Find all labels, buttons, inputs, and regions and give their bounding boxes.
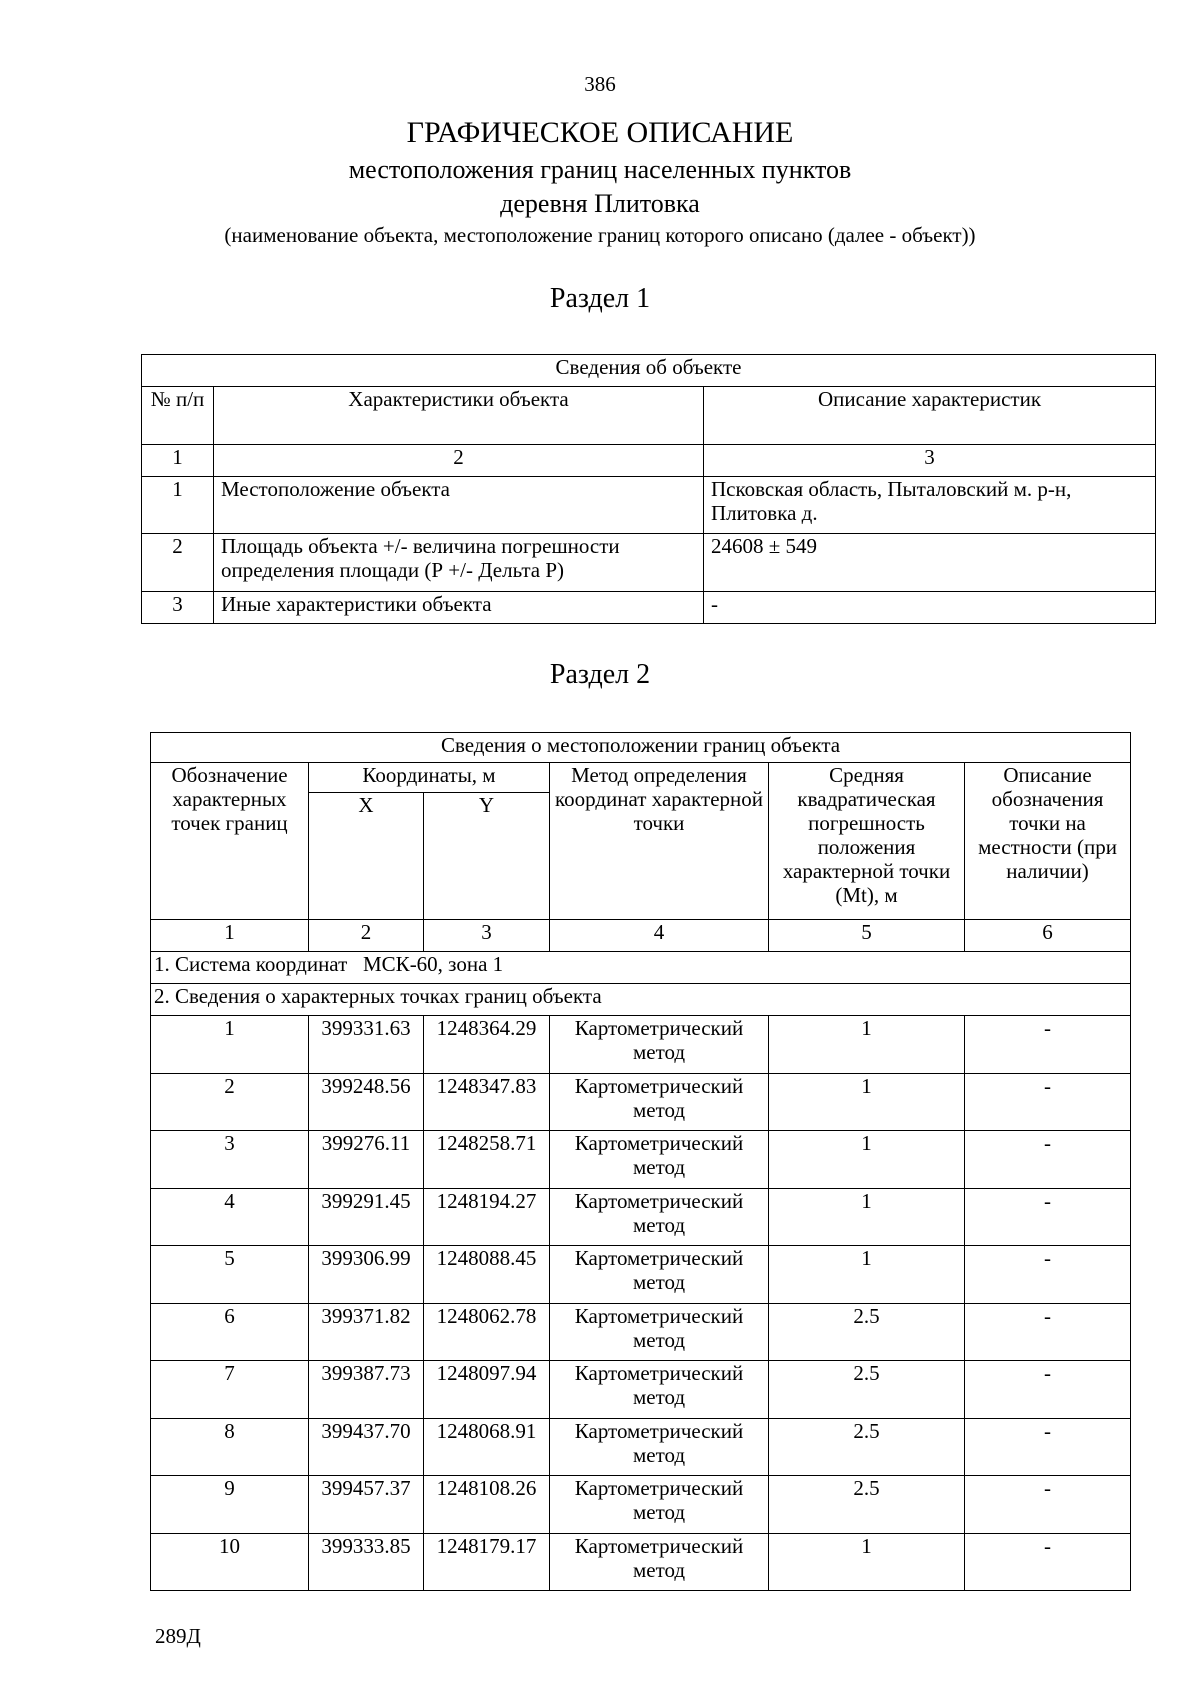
section2-heading: Раздел 2 [549, 659, 651, 690]
row-number: 1 [142, 477, 214, 534]
point-id: 1 [151, 1016, 309, 1074]
table-row [151, 1476, 1131, 1534]
coord-y: 1248062.78 [424, 1303, 550, 1361]
method: Картометрический метод [550, 1361, 769, 1419]
object-info-table [141, 354, 1156, 624]
coord-y: 1248258.71 [424, 1131, 550, 1189]
characteristic-name: Площадь объекта +/- величина погрешности определения площади (Р +/- Дельта Р) [214, 534, 704, 592]
coord-x: 399437.70 [309, 1418, 424, 1476]
point-description: - [965, 1303, 1131, 1361]
coord-y: 1248097.94 [424, 1361, 550, 1419]
coordinate-system-row: 1. Система координат МСК-60, зона 1 [151, 952, 1131, 984]
header-y: Y [424, 793, 550, 920]
method: Картометрический метод [550, 1188, 769, 1246]
mean-error: 2.5 [769, 1418, 965, 1476]
coord-y: 1248194.27 [424, 1188, 550, 1246]
table-row [151, 1016, 1131, 1074]
page-title: ГРАФИЧЕСКОЕ ОПИСАНИЕ [406, 116, 794, 149]
header-description: Описание характеристик [704, 387, 1156, 445]
point-id: 3 [151, 1131, 309, 1189]
mean-error: 1 [769, 1016, 965, 1074]
table-row [142, 592, 1156, 624]
coord-y: 1248347.83 [424, 1073, 550, 1131]
coord-y: 1248088.45 [424, 1246, 550, 1304]
coord-x: 399248.56 [309, 1073, 424, 1131]
table-row [151, 1246, 1131, 1304]
method: Картометрический метод [550, 1533, 769, 1591]
point-description: - [965, 1131, 1131, 1189]
col-number: 3 [704, 445, 1156, 477]
header-designation: Обозначение характерных точек границ [151, 763, 309, 920]
coord-x: 399331.63 [309, 1016, 424, 1074]
mean-error: 1 [769, 1246, 965, 1304]
method: Картометрический метод [550, 1073, 769, 1131]
point-description: - [965, 1361, 1131, 1419]
coord-x: 399291.45 [309, 1188, 424, 1246]
point-description: - [965, 1418, 1131, 1476]
table-title: Сведения о местоположении границ объекта [151, 733, 1131, 763]
point-id: 2 [151, 1073, 309, 1131]
point-id: 4 [151, 1188, 309, 1246]
mean-error: 1 [769, 1533, 965, 1591]
method: Картометрический метод [550, 1303, 769, 1361]
table-row [151, 1303, 1131, 1361]
coord-y: 1248364.29 [424, 1016, 550, 1074]
coord-x: 399387.73 [309, 1361, 424, 1419]
col-number: 1 [151, 920, 309, 952]
col-number: 3 [424, 920, 550, 952]
coord-x: 399371.82 [309, 1303, 424, 1361]
mean-error: 1 [769, 1131, 965, 1189]
coord-x: 399333.85 [309, 1533, 424, 1591]
table-row [151, 1361, 1131, 1419]
col-number: 6 [965, 920, 1131, 952]
characteristic-name: Иные характеристики объекта [214, 592, 704, 624]
table-row [151, 1131, 1131, 1189]
point-description: - [965, 1246, 1131, 1304]
header-point-description: Описание обозначения точки на местности (при наличии) [965, 763, 1131, 920]
mean-error: 2.5 [769, 1476, 965, 1534]
row-number: 2 [142, 534, 214, 592]
col-number: 2 [309, 920, 424, 952]
method: Картометрический метод [550, 1418, 769, 1476]
point-description: - [965, 1476, 1131, 1534]
table-row [151, 1073, 1131, 1131]
point-description: - [965, 1016, 1131, 1074]
table-title: Сведения об объекте [142, 355, 1156, 387]
point-id: 10 [151, 1533, 309, 1591]
method: Картометрический метод [550, 1476, 769, 1534]
header-x: X [309, 793, 424, 920]
mean-error: 2.5 [769, 1361, 965, 1419]
characteristic-value: 24608 ± 549 [704, 534, 1156, 592]
col-number: 2 [214, 445, 704, 477]
table-row [151, 1188, 1131, 1246]
object-caption: (наименование объекта, местоположение границ которого описано (далее - объект)) [224, 223, 976, 247]
table-row [142, 477, 1156, 534]
col-number: 1 [142, 445, 214, 477]
characteristic-name: Местоположение объекта [214, 477, 704, 534]
point-id: 5 [151, 1246, 309, 1304]
coord-x: 399306.99 [309, 1246, 424, 1304]
page-number: 386 [584, 72, 616, 96]
method: Картометрический метод [550, 1016, 769, 1074]
point-id: 7 [151, 1361, 309, 1419]
characteristic-value: - [704, 592, 1156, 624]
point-id: 8 [151, 1418, 309, 1476]
document-code: 289Д [155, 1624, 201, 1648]
coord-y: 1248068.91 [424, 1418, 550, 1476]
header-coordinates: Координаты, м [309, 763, 550, 793]
points-body [151, 1016, 1131, 1591]
table-row [151, 1533, 1131, 1591]
col-number: 4 [550, 920, 769, 952]
mean-error: 1 [769, 1188, 965, 1246]
point-description: - [965, 1188, 1131, 1246]
points-section-row: 2. Сведения о характерных точках границ объекта [151, 984, 1131, 1016]
point-id: 6 [151, 1303, 309, 1361]
header-error: Средняя квадратическая погрешность положения характерной точки (Mt), м [769, 763, 965, 920]
mean-error: 2.5 [769, 1303, 965, 1361]
point-description: - [965, 1073, 1131, 1131]
coord-x: 399276.11 [309, 1131, 424, 1189]
boundary-points-table [150, 732, 1131, 1591]
coord-y: 1248108.26 [424, 1476, 550, 1534]
header-method: Метод определения координат характерной точки [550, 763, 769, 920]
characteristic-value: Псковская область, Пыталовский м. р-н, Плитовка д. [704, 477, 1156, 534]
coord-y: 1248179.17 [424, 1533, 550, 1591]
row-number: 3 [142, 592, 214, 624]
section1-heading: Раздел 1 [549, 283, 651, 314]
table-row [142, 534, 1156, 592]
col-number: 5 [769, 920, 965, 952]
object-name: деревня Плитовка [500, 189, 700, 218]
table-row [151, 1418, 1131, 1476]
method: Картометрический метод [550, 1131, 769, 1189]
point-id: 9 [151, 1476, 309, 1534]
method: Картометрический метод [550, 1246, 769, 1304]
header-number: № п/п [142, 387, 214, 445]
header-characteristics: Характеристики объекта [214, 387, 704, 445]
page-subtitle: местоположения границ населенных пунктов [348, 155, 852, 184]
mean-error: 1 [769, 1073, 965, 1131]
point-description: - [965, 1533, 1131, 1591]
coord-x: 399457.37 [309, 1476, 424, 1534]
